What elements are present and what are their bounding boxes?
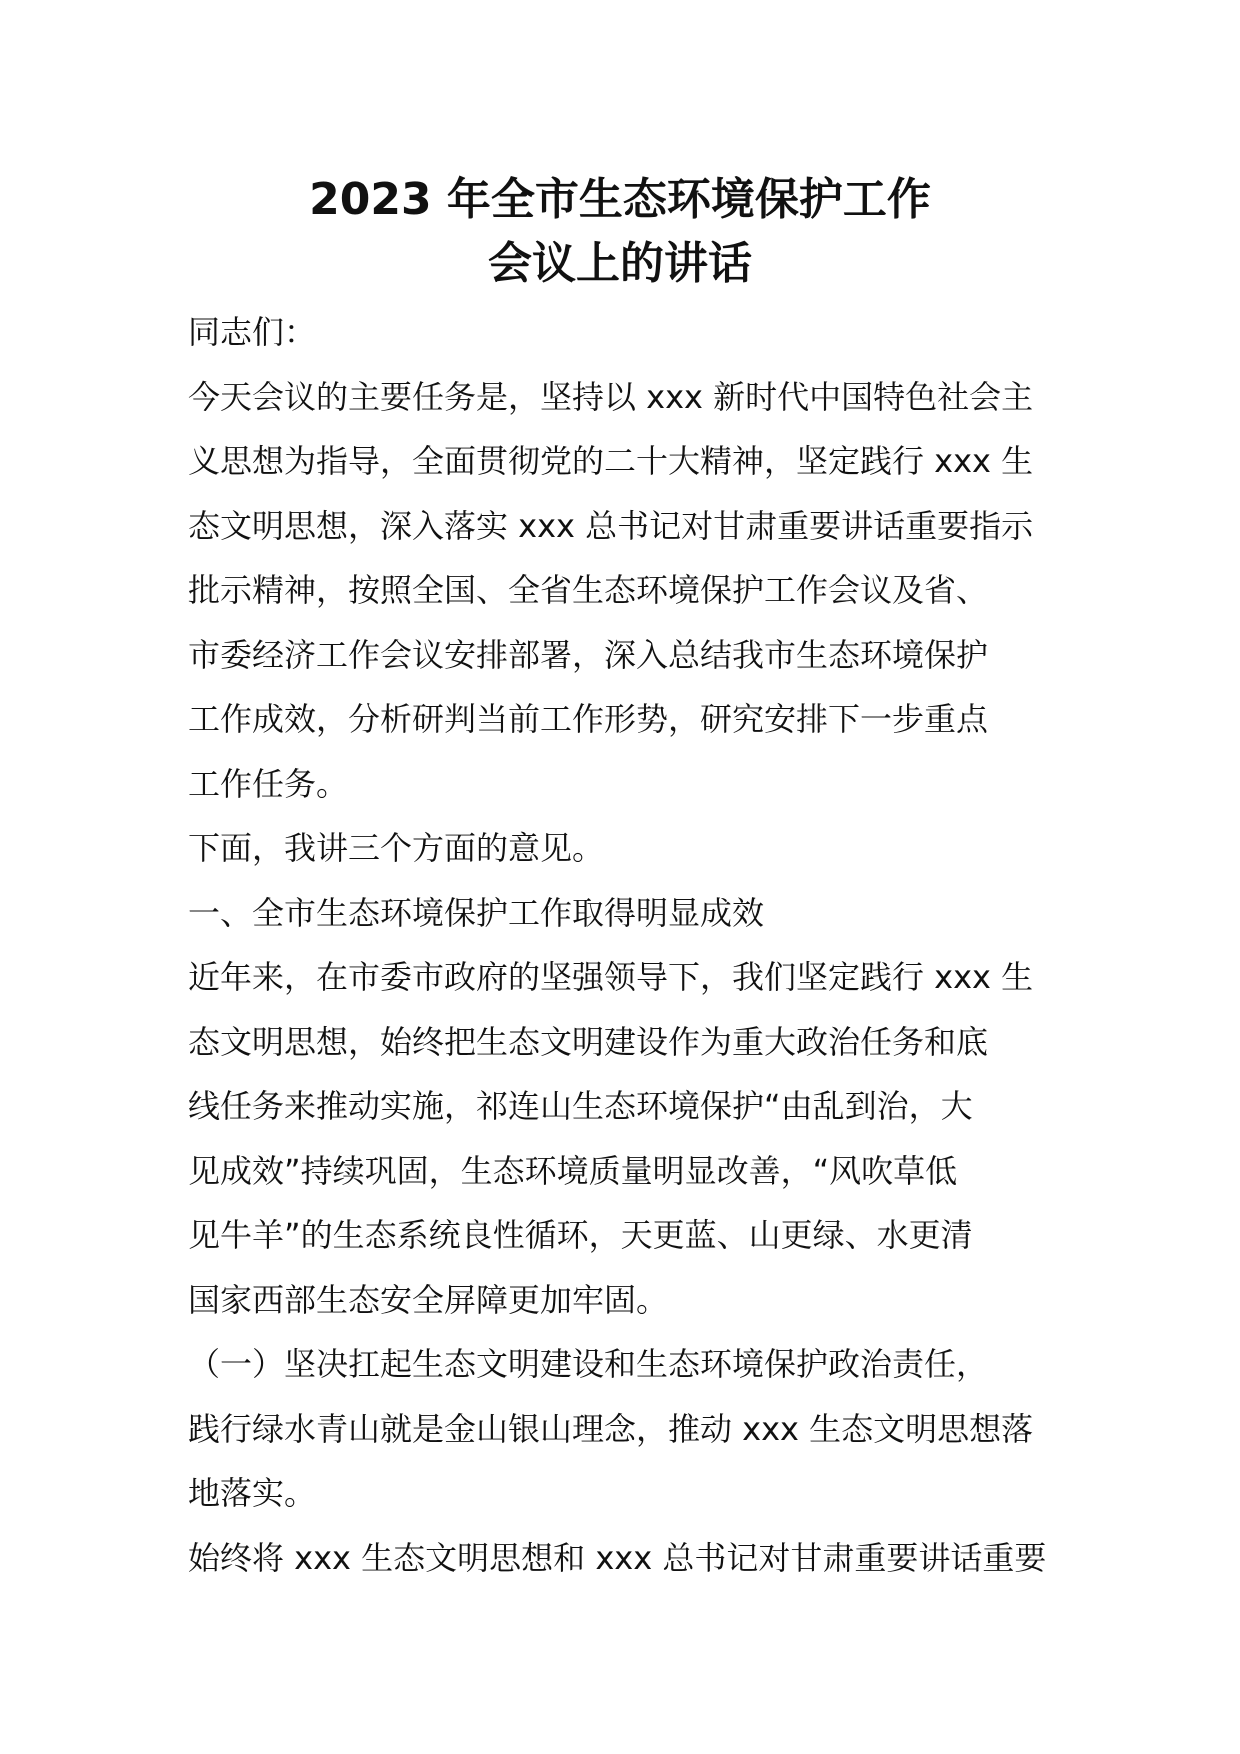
text-line: 见牛羊”的生态系统良性循环，天更蓝、山更绿、水更清 [188,1216,973,1254]
text-line: 工作任务。 [188,764,349,803]
section-heading: 一、全市生态环境保护工作取得明显成效 [188,893,765,932]
subsection-heading: （一）坚决扛起生态文明建设和生态环境保护政治责任， [188,1345,989,1383]
text-line: 态文明思想，深入落实 xxx 总书记对甘肃重要讲话重要指示 [188,506,1034,545]
text-line: 见成效”持续巩固，生态环境质量明显改善，“风吹草低 [188,1151,958,1190]
text-line: 线任务来推动实施，祁连山生态环境保护“由乱到治，大 [188,1087,973,1125]
text-line: 同志们： [188,313,317,351]
text-line: 义思想为指导，全面贯彻党的二十大精神，坚定践行 xxx 生 [188,442,1034,480]
title-line-2: 会议上的讲话 [488,238,752,289]
document-title [0,168,1240,296]
text-line: 工作成效，分析研判当前工作形势，研究安排下一步重点 [188,700,989,738]
title-line-1: 2023 年全市生态环境保护工作 [309,174,931,225]
document-body [188,300,1058,1590]
subsection-heading: 地落实。 [188,1474,317,1512]
text-line: 近年来，在市委市政府的坚强领导下，我们坚定践行 xxx 生 [188,958,1034,996]
text-line: 下面，我讲三个方面的意见。 [188,829,605,867]
text-line: 市委经济工作会议安排部署，深入总结我市生态环境保护 [188,635,989,674]
text-line: 国家西部生态安全屏障更加牢固。 [188,1280,669,1319]
text-line: 批示精神，按照全国、全省生态环境保护工作会议及省、 [188,571,989,609]
text-line: 今天会议的主要任务是，坚持以 xxx 新时代中国特色社会主 [188,377,1034,416]
text-line: 始终将 xxx 生态文明思想和 xxx 总书记对甘肃重要讲话重要 [188,1538,1047,1577]
subsection-heading: 践行绿水青山就是金山银山理念，推动 xxx 生态文明思想落 [188,1409,1034,1448]
text-line: 态文明思想，始终把生态文明建设作为重大政治任务和底 [188,1022,989,1061]
